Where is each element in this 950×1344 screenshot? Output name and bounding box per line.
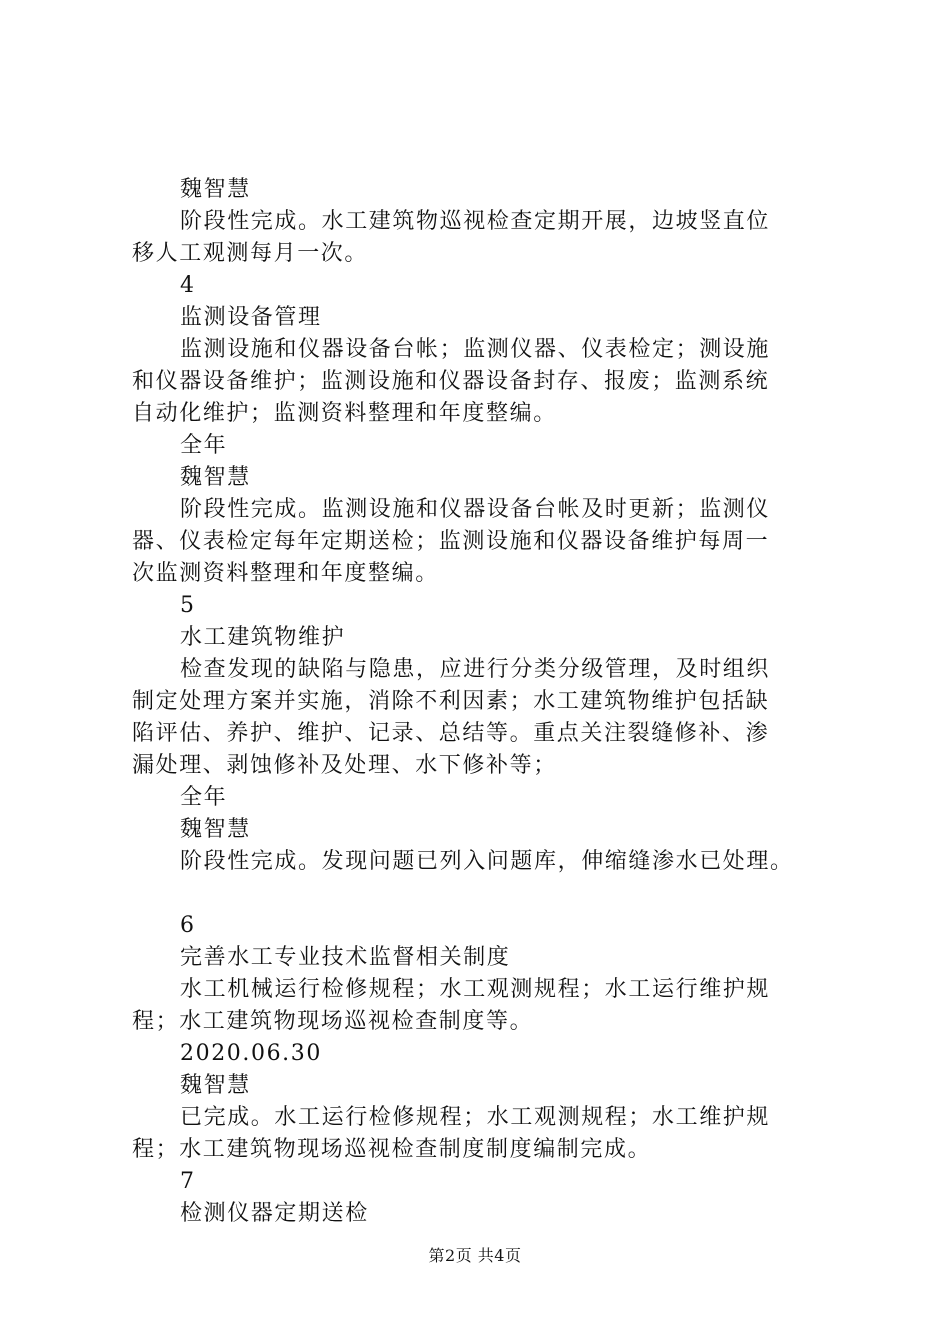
- page-footer: 第2页 共4页: [428, 1246, 522, 1265]
- item-title: 完善水工专业技术监督相关制度: [180, 945, 511, 970]
- item-content: 制定处理方案并实施，消除不利因素；水工建筑物维护包括缺: [132, 689, 770, 714]
- progress-text: 程；水工建筑物现场巡视检查制度制度编制完成。: [132, 1137, 652, 1162]
- item-number: 7: [180, 1169, 196, 1194]
- item-content: 程；水工建筑物现场巡视检查制度等。: [132, 1009, 534, 1034]
- item-content: 和仪器设备维护；监测设施和仪器设备封存、报废；监测系统: [132, 369, 770, 394]
- progress-text: 已完成。水工运行检修规程；水工观测规程；水工维护规: [180, 1105, 771, 1130]
- progress-text: 移人工观测每月一次。: [132, 241, 369, 266]
- item-number: 5: [180, 593, 196, 618]
- item-deadline: 全年: [180, 785, 228, 810]
- responsible-person: 魏智慧: [180, 177, 251, 202]
- responsible-person: 魏智慧: [180, 817, 251, 842]
- responsible-person: 魏智慧: [180, 465, 251, 490]
- item-content: 水工机械运行检修规程；水工观测规程；水工运行维护规: [180, 977, 771, 1002]
- progress-text: 次监测资料整理和年度整编。: [132, 561, 439, 586]
- item-title: 检测仪器定期送检: [180, 1201, 369, 1226]
- progress-text: 阶段性完成。水工建筑物巡视检查定期开展，边坡竖直位: [180, 209, 771, 234]
- item-content: 自动化维护；监测资料整理和年度整编。: [132, 401, 557, 426]
- item-content: 漏处理、剥蚀修补及处理、水下修补等；: [132, 753, 557, 778]
- item-number: 6: [180, 913, 196, 938]
- progress-text: 器、仪表检定每年定期送检；监测设施和仪器设备维护每周一: [132, 529, 770, 554]
- item-content: 监测设施和仪器设备台帐；监测仪器、仪表检定；测设施: [180, 337, 771, 362]
- progress-text: 阶段性完成。监测设施和仪器设备台帐及时更新；监测仪: [180, 497, 771, 522]
- item-title: 监测设备管理: [180, 305, 322, 330]
- item-number: 4: [180, 273, 196, 298]
- item-deadline: 全年: [180, 433, 228, 458]
- blank-line: [132, 878, 832, 910]
- item-deadline: 2020.06.30: [180, 1041, 322, 1066]
- responsible-person: 魏智慧: [180, 1073, 251, 1098]
- document-body: [132, 174, 832, 1230]
- item-content: 检查发现的缺陷与隐患，应进行分类分级管理，及时组织: [180, 657, 771, 682]
- item-title: 水工建筑物维护: [180, 625, 346, 650]
- progress-text: 阶段性完成。发现问题已列入问题库，伸缩缝渗水已处理。: [180, 849, 794, 874]
- item-content: 陷评估、养护、维护、记录、总结等。重点关注裂缝修补、渗: [132, 721, 770, 746]
